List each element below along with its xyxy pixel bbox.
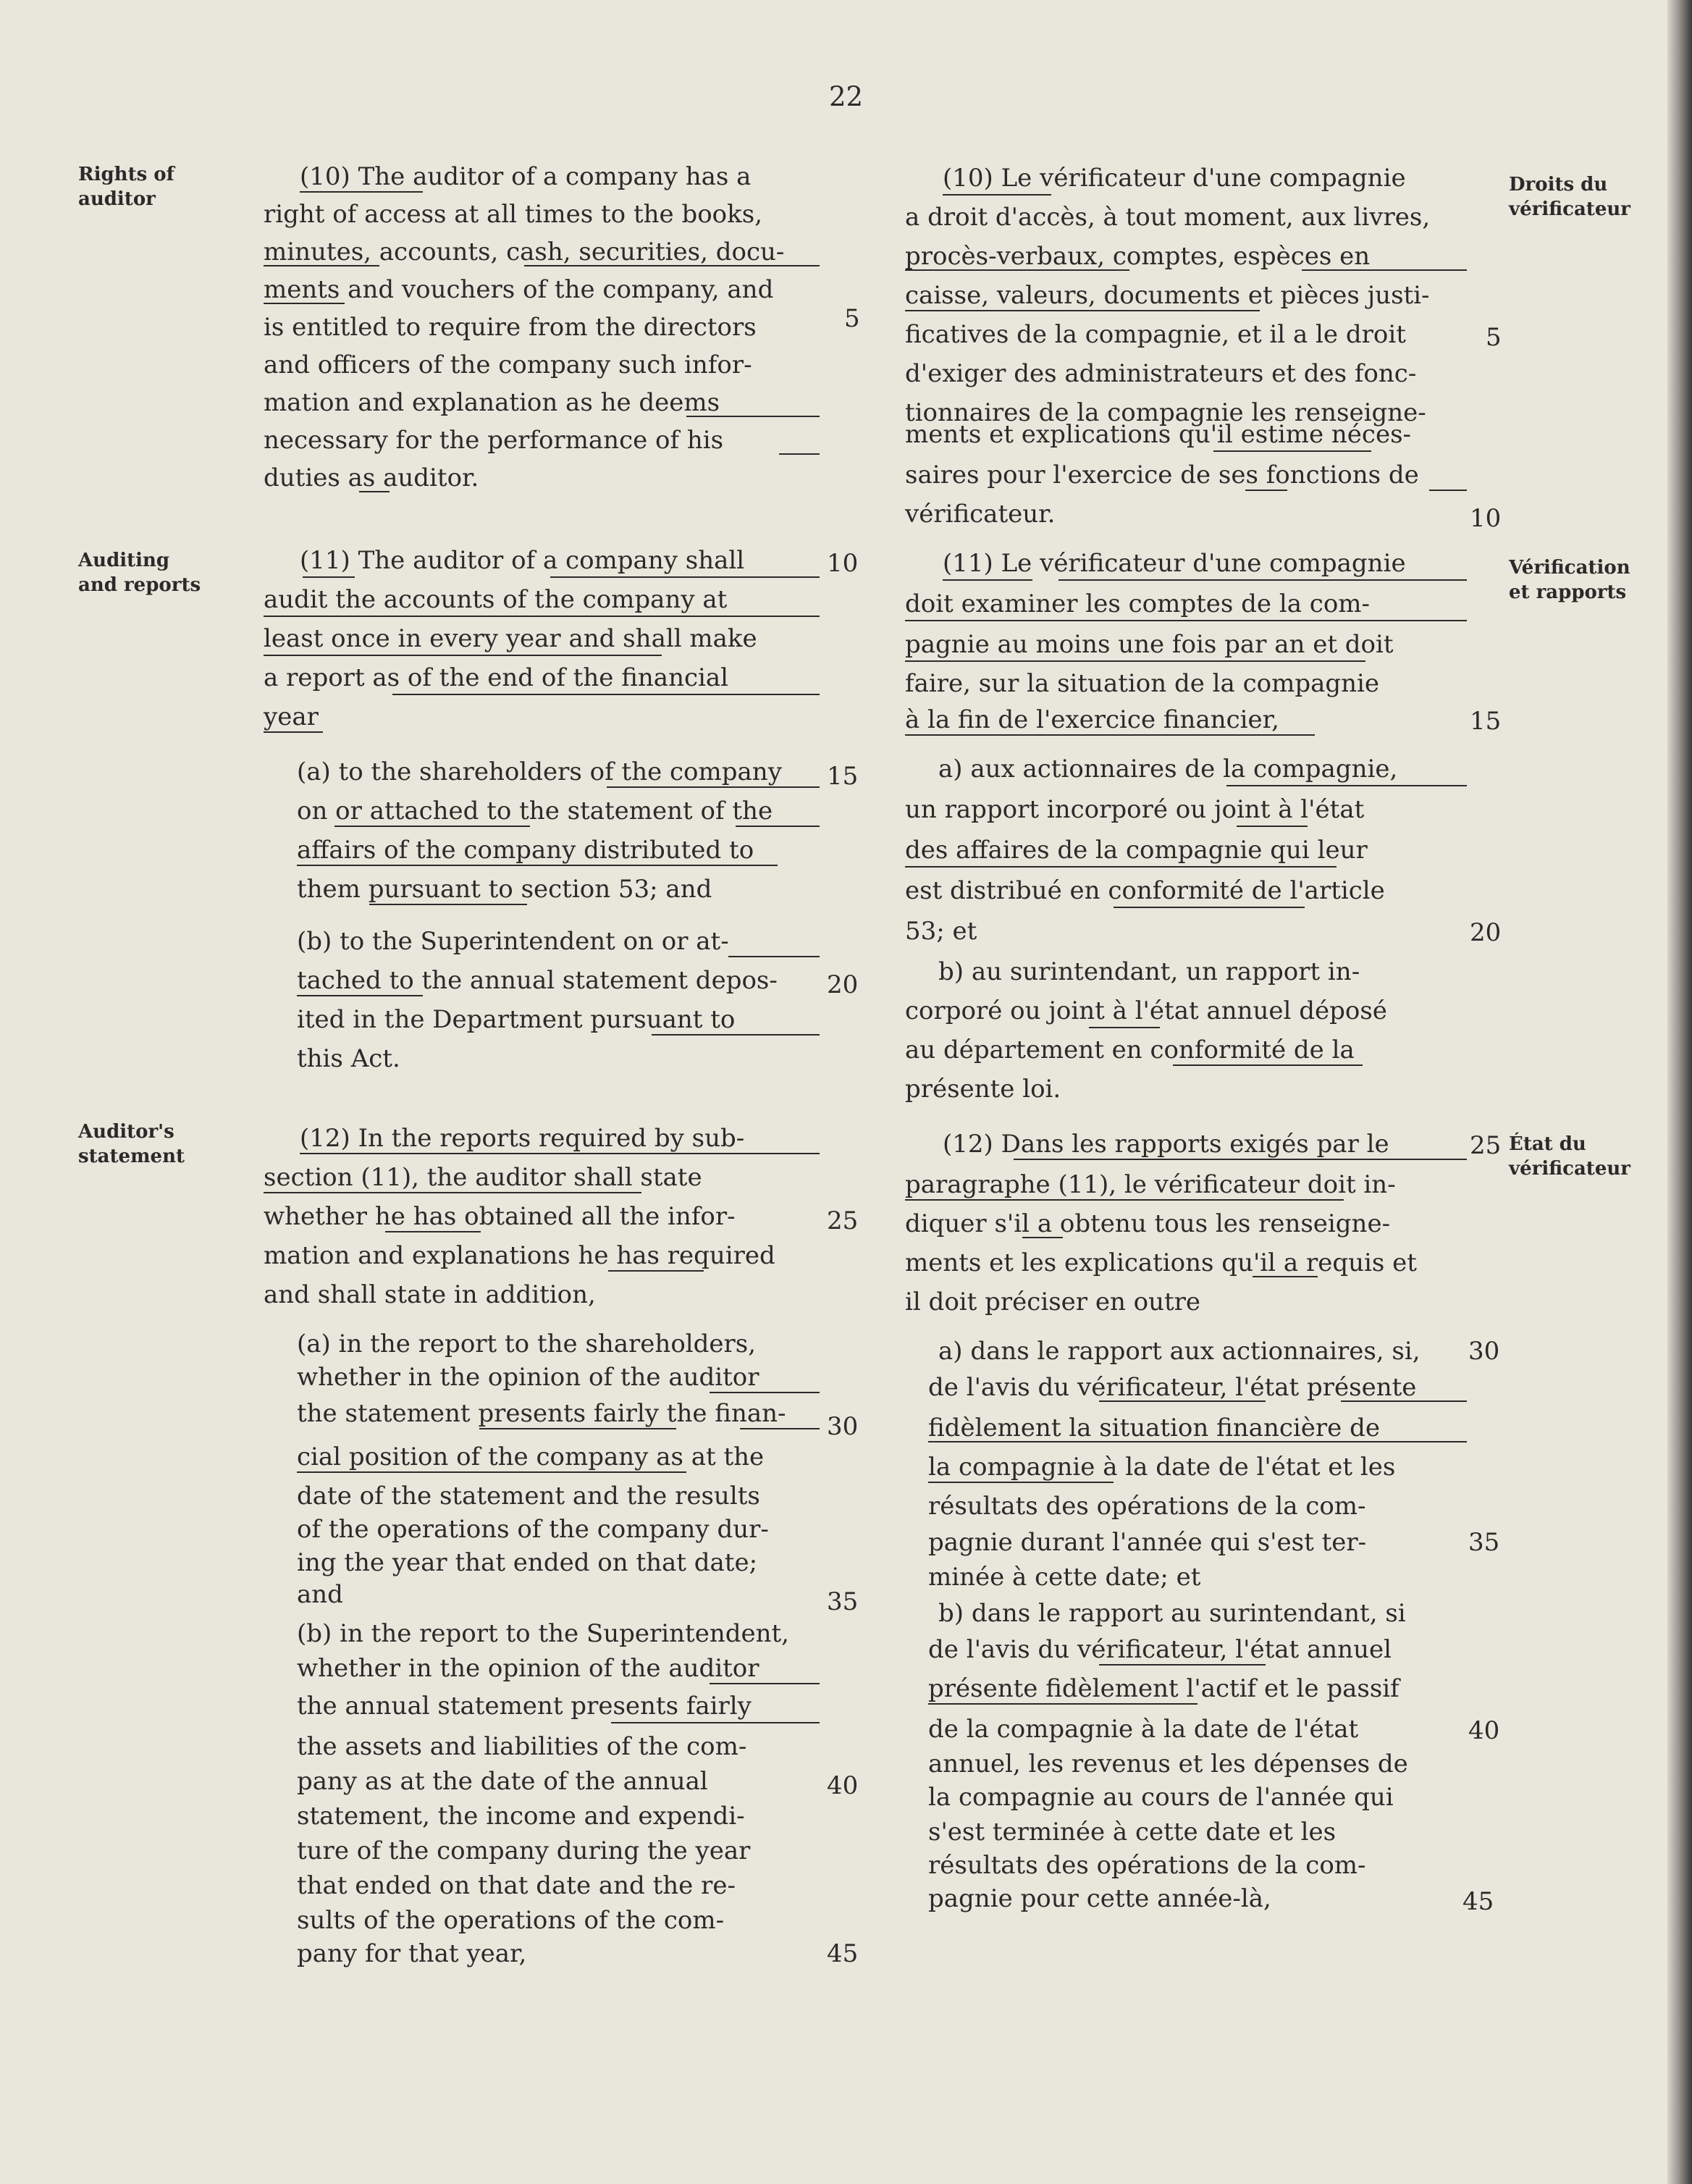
fr-s11-a-line: est distribué en conformité de l'article — [905, 876, 1385, 905]
en-line-number: 5 — [844, 304, 860, 333]
underline-rule — [928, 1703, 1198, 1705]
en-s11-b-line: this Act. — [297, 1044, 400, 1073]
fr-s12-line: diquer s'il a obtenu tous les renseigne- — [905, 1209, 1391, 1238]
underline-rule — [303, 576, 355, 578]
en-s10-line: ments and vouchers of the company, and — [264, 275, 774, 304]
fr-line-number: 30 — [1468, 1337, 1500, 1366]
en-s12-b-line: that ended on that date and the re- — [297, 1871, 736, 1900]
fr-s12-a-line: résultats des opérations de la com- — [928, 1492, 1366, 1521]
underline-rule — [334, 826, 530, 827]
underline-rule — [1429, 490, 1467, 491]
en-s12-line: mation and explanations he has required — [264, 1241, 775, 1270]
fr-s12-b-line: annuel, les revenus et les dépenses de — [928, 1750, 1408, 1778]
underline-rule — [1022, 1237, 1063, 1238]
en-line-number: 40 — [827, 1771, 859, 1800]
fr-s12-b-line: de la compagnie à la date de l'état — [928, 1715, 1359, 1744]
fr-s12-b-line: de l'avis du vérificateur, l'état annuel — [928, 1635, 1392, 1664]
fr-s12-b-line: la compagnie au cours de l'année qui — [928, 1783, 1394, 1812]
page-edge-shadow — [1667, 0, 1692, 2184]
margin-note-auditors-statement: Auditor's statement — [78, 1121, 185, 1167]
en-s11-a-line: (a) to the shareholders of the company — [297, 757, 782, 786]
underline-rule — [1226, 785, 1467, 786]
en-s12-b-line: sults of the operations of the com- — [297, 1906, 725, 1935]
underline-rule — [264, 303, 345, 304]
fr-s12-a-line: a) dans le rapport aux actionnaires, si, — [938, 1337, 1420, 1366]
fr-s12-line: paragraphe (11), le vérificateur doit in- — [905, 1170, 1396, 1199]
en-s11-line: least once in every year and shall make — [264, 624, 757, 653]
en-s10-line: (10) The auditor of a company has a — [300, 162, 752, 191]
en-s11-a-line: affairs of the company distributed to — [297, 836, 754, 865]
fr-s10-line: (10) Le vérificateur d'une compagnie — [943, 164, 1406, 193]
margin-note-auditing-and-reports: Auditing and reports — [78, 550, 201, 596]
underline-rule — [264, 265, 379, 266]
en-line-number: 10 — [827, 549, 859, 578]
margin-note-droits-du-verificateur: Droits du vérificateur — [1509, 174, 1630, 220]
underline-rule — [359, 491, 390, 492]
margin-note-verification-et-rapports: Vérification et rapports — [1509, 557, 1630, 603]
underline-rule — [369, 904, 527, 905]
fr-s12-b-line: résultats des opérations de la com- — [928, 1851, 1366, 1880]
underline-rule — [710, 1392, 820, 1393]
margin-note-rights-of-auditor: Rights of auditor — [78, 164, 174, 210]
underline-rule — [928, 1482, 1114, 1483]
fr-line-number: 40 — [1468, 1716, 1500, 1745]
en-line-number: 35 — [827, 1587, 859, 1616]
underline-rule — [1213, 450, 1371, 452]
underline-rule — [905, 1199, 1344, 1201]
fr-s10-line: a droit d'accès, à tout moment, aux livres, — [905, 203, 1431, 232]
en-s12-b-line: whether in the opinion of the auditor — [297, 1654, 759, 1683]
en-s12-b-line: the assets and liabilities of the com- — [297, 1732, 747, 1761]
fr-s12-a-line: fidèlement la situation financière de — [928, 1414, 1380, 1442]
fr-s10-line: d'exiger des administrateurs et des fonc- — [905, 359, 1417, 388]
fr-s10-line: caisse, valeurs, documents et pièces justi- — [905, 281, 1430, 310]
fr-s11-line: pagnie au moins une fois par an et doit — [905, 630, 1394, 659]
underline-rule — [1114, 907, 1305, 908]
fr-s12-line: il doit préciser en outre — [905, 1288, 1201, 1316]
underline-rule — [550, 576, 820, 578]
en-s12-a-line: whether in the opinion of the auditor — [297, 1363, 759, 1392]
underline-rule — [264, 655, 662, 656]
underline-rule — [905, 269, 1129, 271]
fr-s10-line: tionnaires de la compagnie les renseigne- — [905, 398, 1426, 427]
fr-s12-b-line: pagnie pour cette année-là, — [928, 1884, 1271, 1913]
fr-s11-line: à la fin de l'exercice financier, — [905, 705, 1279, 734]
underline-rule — [728, 956, 820, 957]
underline-rule — [297, 865, 778, 866]
underline-rule — [686, 416, 820, 417]
en-s12-a-line: ing the year that ended on that date; — [297, 1548, 758, 1577]
en-s12-a-line: the statement presents fairly the finan- — [297, 1399, 786, 1428]
en-s12-b-line: statement, the income and expendi- — [297, 1802, 745, 1831]
en-s11-a-line: them pursuant to section 53; and — [297, 875, 712, 904]
underline-rule — [779, 453, 820, 455]
en-s12-line: section (11), the auditor shall state — [264, 1163, 702, 1192]
underline-rule — [300, 1153, 820, 1154]
underline-rule — [1014, 1159, 1467, 1160]
en-s12-a-line: (a) in the report to the shareholders, — [297, 1330, 757, 1358]
underline-rule — [928, 1441, 1467, 1442]
underline-rule — [1245, 490, 1287, 491]
fr-s11-a-line: 53; et — [905, 917, 977, 946]
fr-s10-line: procès-verbaux, comptes, espèces en — [905, 242, 1371, 271]
en-s11-b-line: ited in the Department pursuant to — [297, 1005, 736, 1034]
margin-note-etat-du-verificateur: État du vérificateur — [1509, 1133, 1630, 1180]
fr-s12-b-line: s'est terminée à cette date et les — [928, 1818, 1337, 1847]
fr-line-number: 5 — [1486, 323, 1502, 352]
en-s12-a-line: and — [297, 1580, 343, 1609]
en-line-number: 15 — [827, 762, 859, 791]
en-line-number: 45 — [827, 1939, 859, 1968]
underline-rule — [710, 1683, 820, 1684]
en-s10-line: necessary for the performance of his — [264, 426, 724, 455]
underline-rule — [264, 731, 323, 733]
underline-rule — [905, 734, 1315, 736]
underline-rule — [943, 194, 1051, 196]
en-s11-line: year — [264, 702, 319, 731]
en-line-number: 30 — [827, 1412, 859, 1441]
fr-s11-a-line: des affaires de la compagnie qui leur — [905, 836, 1368, 865]
en-s10-line: and officers of the company such infor- — [264, 350, 752, 379]
underline-rule — [300, 191, 423, 193]
underline-rule — [479, 1428, 676, 1429]
en-s10-line: mation and explanation as he deems — [264, 388, 720, 417]
fr-s11-b-line: présente loi. — [905, 1075, 1061, 1104]
en-s11-line: a report as of the end of the financial — [264, 663, 729, 692]
underline-rule — [736, 826, 820, 827]
en-s12-b-line: (b) in the report to the Superintendent, — [297, 1619, 789, 1648]
underline-rule — [1099, 1664, 1266, 1666]
fr-s10-line: ficatives de la compagnie, et il a le droit — [905, 320, 1406, 349]
fr-s12-a-line: minée à cette date; et — [928, 1563, 1201, 1592]
fr-s12-b-line: b) dans le rapport au surintendant, si — [938, 1599, 1406, 1628]
underline-rule — [943, 579, 1032, 581]
underline-rule — [1341, 1400, 1467, 1402]
underline-rule — [740, 1428, 820, 1429]
fr-s10-line: ments et explications qu'il estime néces- — [905, 420, 1412, 449]
en-s12-a-line: date of the statement and the results — [297, 1482, 760, 1511]
underline-rule — [905, 866, 1337, 868]
en-s11-line: audit the accounts of the company at — [264, 585, 728, 614]
fr-s11-b-line: corporé ou joint à l'état annuel déposé — [905, 996, 1387, 1025]
underline-rule — [264, 1192, 641, 1193]
underline-rule — [905, 620, 1467, 621]
underline-rule — [607, 786, 820, 788]
en-line-number: 20 — [827, 970, 859, 999]
fr-line-number: 35 — [1468, 1528, 1500, 1557]
underline-rule — [1237, 826, 1308, 827]
underline-rule — [905, 660, 1365, 662]
fr-s11-line: (11) Le vérificateur d'une compagnie — [943, 549, 1406, 578]
en-s12-line: and shall state in addition, — [264, 1280, 596, 1309]
fr-s11-line: doit examiner les comptes de la com- — [905, 589, 1371, 618]
fr-s12-b-line: présente fidèlement l'actif et le passif — [928, 1674, 1400, 1703]
fr-s11-a-line: un rapport incorporé ou joint à l'état — [905, 795, 1365, 824]
en-s12-b-line: the annual statement presents fairly — [297, 1692, 752, 1721]
en-s11-b-line: (b) to the Superintendent on or at- — [297, 927, 729, 956]
fr-s12-line: ments et les explications qu'il a requis et — [905, 1248, 1417, 1277]
fr-s12-a-line: de l'avis du vérificateur, l'état présente — [928, 1373, 1417, 1402]
en-s12-b-line: pany as at the date of the annual — [297, 1767, 708, 1796]
fr-line-number: 15 — [1470, 707, 1502, 736]
underline-rule — [1173, 1064, 1363, 1066]
fr-line-number: 20 — [1470, 918, 1502, 947]
en-s12-a-line: of the operations of the company dur- — [297, 1515, 769, 1544]
en-line-number: 25 — [827, 1206, 859, 1235]
underline-rule — [652, 1034, 820, 1036]
fr-line-number: 25 — [1470, 1131, 1502, 1160]
en-s11-a-line: on or attached to the statement of the — [297, 797, 773, 826]
underline-rule — [385, 1231, 481, 1232]
fr-line-number: 45 — [1462, 1887, 1494, 1916]
fr-s12-line: (12) Dans les rapports exigés par le — [943, 1130, 1389, 1159]
fr-s12-a-line: la compagnie à la date de l'état et les — [928, 1453, 1396, 1482]
underline-rule — [297, 1471, 686, 1473]
page-number: 22 — [828, 81, 864, 112]
en-s10-line: minutes, accounts, cash, securities, docu- — [264, 238, 785, 266]
en-s11-line: (11) The auditor of a company shall — [300, 546, 745, 575]
fr-line-number: 10 — [1470, 504, 1502, 533]
en-s10-line: is entitled to require from the directors — [264, 313, 757, 342]
fr-s11-b-line: b) au surintendant, un rapport in- — [938, 957, 1360, 986]
en-s10-line: duties as auditor. — [264, 463, 479, 492]
underline-rule — [524, 265, 820, 266]
en-s12-a-line: cial position of the company as at the — [297, 1442, 765, 1471]
en-s10-line: right of access at all times to the books, — [264, 200, 763, 229]
underline-rule — [1099, 1400, 1266, 1402]
fr-s12-a-line: pagnie durant l'année qui s'est ter- — [928, 1528, 1367, 1557]
en-s12-b-line: pany for that year, — [297, 1939, 527, 1968]
fr-s11-a-line: a) aux actionnaires de la compagnie, — [938, 755, 1398, 784]
fr-s10-line: saires pour l'exercice de ses fonctions de — [905, 461, 1419, 490]
underline-rule — [608, 1270, 704, 1272]
en-s12-line: (12) In the reports required by sub- — [300, 1124, 745, 1153]
underline-rule — [1302, 269, 1467, 271]
en-s12-b-line: ture of the company during the year — [297, 1836, 751, 1865]
fr-s11-line: faire, sur la situation de la compagnie — [905, 669, 1380, 698]
underline-rule — [1058, 579, 1467, 581]
fr-s10-line: vérificateur. — [905, 500, 1056, 529]
fr-s11-b-line: au département en conformité de la — [905, 1036, 1355, 1064]
en-s12-line: whether he has obtained all the infor- — [264, 1202, 736, 1231]
underline-rule — [905, 310, 1260, 311]
underline-rule — [611, 1722, 820, 1723]
underline-rule — [1089, 1027, 1160, 1028]
underline-rule — [264, 616, 820, 617]
underline-rule — [1253, 1276, 1318, 1277]
underline-rule — [392, 694, 820, 695]
underline-rule — [297, 995, 423, 996]
en-s11-b-line: tached to the annual statement depos- — [297, 966, 778, 995]
